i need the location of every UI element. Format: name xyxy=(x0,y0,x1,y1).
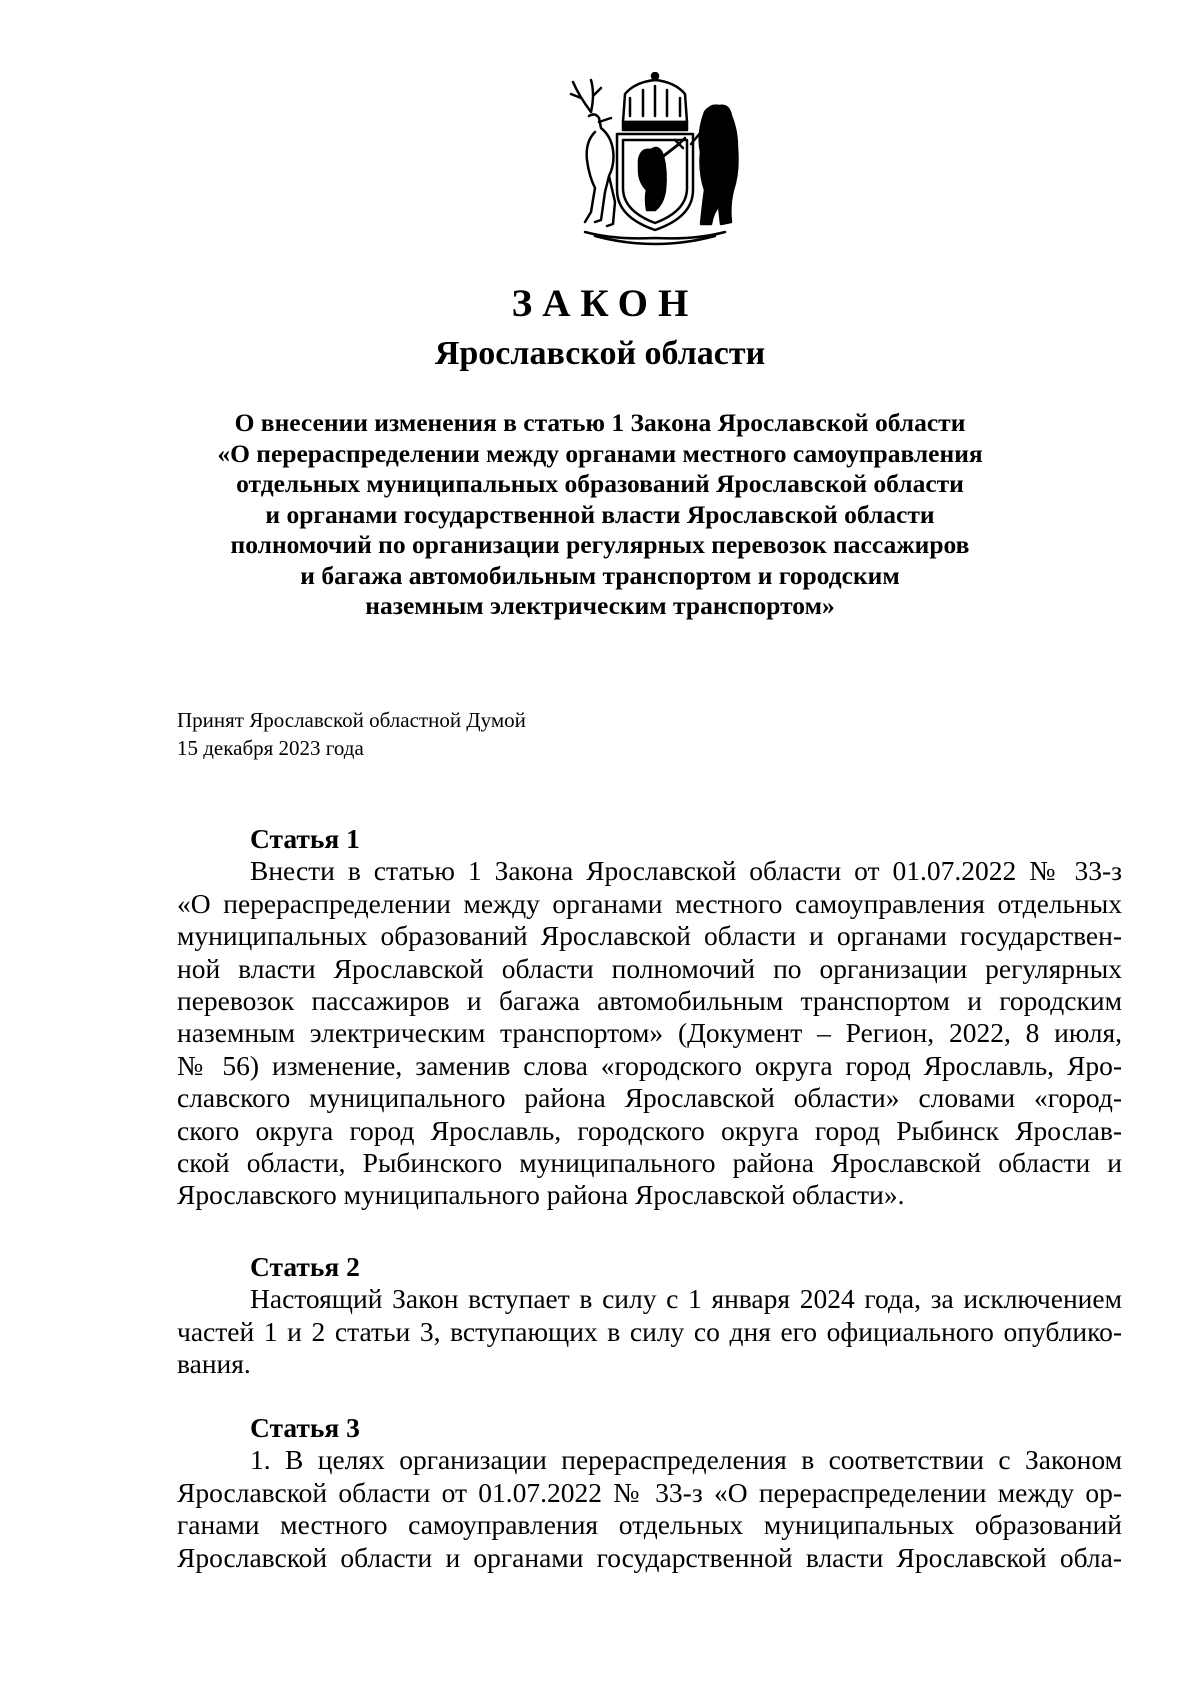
article-line: ной власти Ярославской области полномочий по организации регулярных xyxy=(177,952,1122,984)
adoption-note xyxy=(177,706,526,762)
article-line: Настоящий Закон вступает в силу с 1 января 2024 года, за исключением xyxy=(250,1283,1122,1315)
adoption-date: 15 декабря 2023 года xyxy=(177,736,364,760)
subject-line: наземным электрическим транспортом» xyxy=(365,591,835,620)
law-region: Ярославской области xyxy=(434,335,766,372)
article-line: частей 1 и 2 статьи 3, вступающих в силу со дня его официального опублико- xyxy=(177,1315,1122,1347)
article-line: славского муниципального района Ярославской области» словами «город- xyxy=(177,1082,1122,1114)
article-heading: Статья 1 xyxy=(250,823,360,854)
article-heading: Статья 2 xyxy=(250,1251,360,1282)
article-line: ской области, Рыбинского муниципального района Ярославской области и xyxy=(177,1147,1122,1179)
article-line: Ярославской области и органами государственной власти Ярославской обла- xyxy=(177,1541,1122,1573)
adoption-line: Принят Ярославской областной Думой xyxy=(177,708,526,732)
article-1 xyxy=(177,823,1122,1212)
article-line: муниципальных образований Ярославской области и органами государствен- xyxy=(177,920,1122,952)
law-subject xyxy=(170,408,1030,622)
subject-line: отдельных муниципальных образований Ярославской области xyxy=(236,469,964,498)
article-line: перевозок пассажиров и багажа автомобильным транспортом и городским xyxy=(177,985,1122,1017)
article-line: ского округа город Ярославль, городского округа город Рыбинск Ярослав- xyxy=(177,1114,1122,1146)
subject-line: полномочий по организации регулярных перевозок пассажиров xyxy=(230,530,970,559)
article-line: ганами местного самоуправления отдельных муниципальных образований xyxy=(177,1509,1122,1541)
article-line: наземным электрическим транспортом» (Документ – Регион, 2022, 8 июля, xyxy=(177,1017,1122,1049)
article-line: № 56) изменение, заменив слова «городского округа город Ярославль, Яро- xyxy=(177,1049,1122,1081)
article-line: «О перераспределении между органами местного самоуправления отдельных xyxy=(177,887,1122,919)
subject-line: и органами государственной власти Ярославской области xyxy=(265,499,935,529)
article-2 xyxy=(177,1251,1122,1381)
article-line: Ярославского муниципального района Ярославской области». xyxy=(177,1179,905,1211)
law-title: ЗАКОН xyxy=(511,282,699,325)
article-line: вания. xyxy=(177,1348,251,1380)
coat-of-arms-icon xyxy=(555,72,755,247)
subject-line: О внесении изменения в статью 1 Закона Ярославской области xyxy=(234,408,966,437)
article-line: Ярославской области от 01.07.2022 № 33-з «О перераспределении между ор- xyxy=(177,1476,1122,1508)
subject-line: и багажа автомобильным транспортом и городским xyxy=(300,560,900,590)
article-3 xyxy=(177,1412,1122,1574)
article-heading: Статья 3 xyxy=(250,1412,360,1443)
subject-line: «О перераспределении между органами местного самоуправления xyxy=(217,438,983,468)
article-line: Внести в статью 1 Закона Ярославской области от 01.07.2022 № 33-з xyxy=(250,855,1122,887)
article-line: 1. В целях организации перераспределения в соответствии с Законом xyxy=(250,1444,1122,1476)
